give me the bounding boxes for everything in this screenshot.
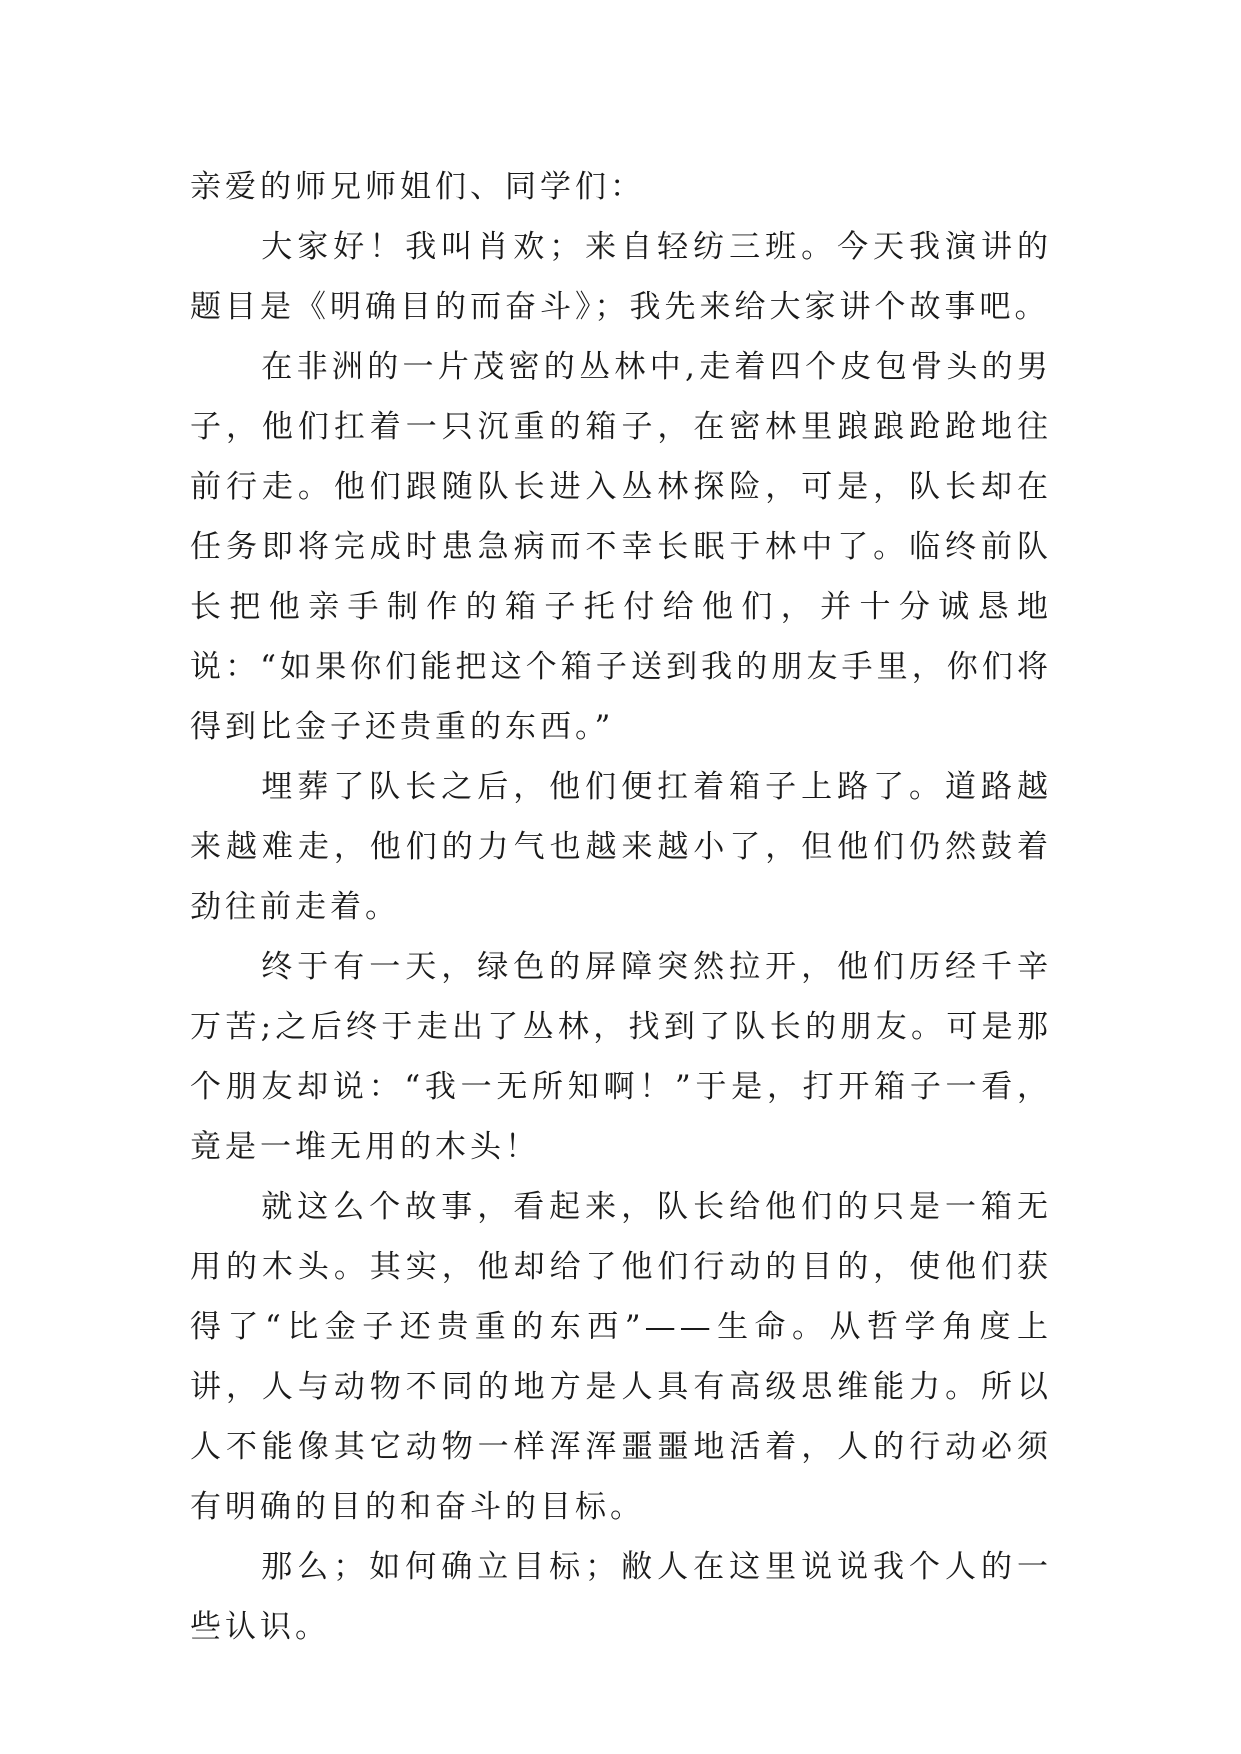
paragraph-burial: 埋葬了队长之后，他们便扛着箱子上路了。道路越来越难走，他们的力气也越来越小了，但他们仍然鼓着劲往前走着。: [190, 769, 1052, 925]
paragraph-arrival: 终于有一天，绿色的屏障突然拉开，他们历经千辛万苦;之后终于走出了丛林，找到了队长的朋友。可是那个朋友却说：“我一无所知啊！”于是，打开箱子一看，竟是一堆无用的木头！: [190, 949, 1052, 1165]
paragraph-story-start: 在非洲的一片茂密的丛林中,走着四个皮包骨头的男子，他们扛着一只沉重的箱子，在密林里踉踉跄跄地往前行走。他们跟随队长进入丛林探险，可是，队长却在任务即将完成时患急病而不幸长眠于林中了。临终前队长把他亲手制作的箱子托付给他们，并十分诚恳地说：“如果你们能把这个箱子送到我的朋友手里，你们将得到比金子还贵重的东西。”: [190, 349, 1052, 745]
salutation: 亲爱的师兄师姐们、同学们：: [190, 169, 645, 205]
paragraph-greeting: 大家好！我叫肖欢；来自轻纺三班。今天我演讲的题目是《明确目的而奋斗》；我先来给大家讲个故事吧。: [190, 229, 1052, 325]
document-body: [190, 157, 1052, 1657]
paragraph-reflection: 就这么个故事，看起来，队长给他们的只是一箱无用的木头。其实，他却给了他们行动的目的，使他们获得了“比金子还贵重的东西”——生命。从哲学角度上讲，人与动物不同的地方是人具有高级思维能力。所以人不能像其它动物一样浑浑噩噩地活着，人的行动必须有明确的目的和奋斗的目标。: [190, 1189, 1052, 1525]
paragraph-transition: 那么；如何确立目标；敝人在这里说说我个人的一些认识。: [190, 1549, 1052, 1645]
